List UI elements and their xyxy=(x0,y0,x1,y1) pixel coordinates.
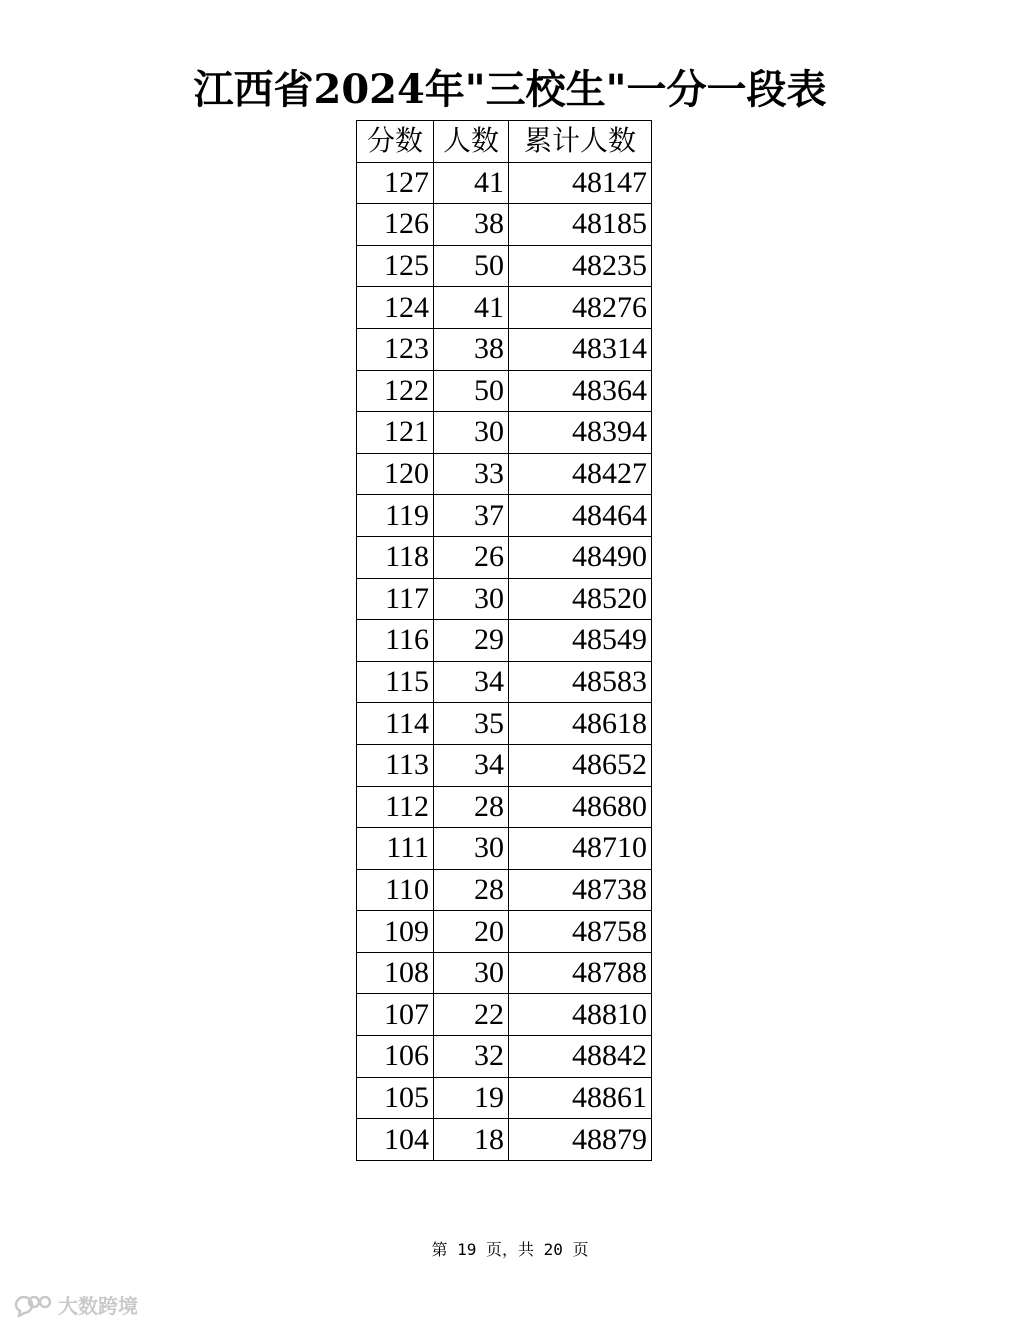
cell-count: 18 xyxy=(434,1119,509,1161)
table-row xyxy=(357,703,652,745)
table-row xyxy=(357,1036,652,1078)
cell-cumulative: 48464 xyxy=(509,495,652,537)
cell-count: 30 xyxy=(434,578,509,620)
cell-count: 37 xyxy=(434,495,509,537)
table-row xyxy=(357,578,652,620)
table-row xyxy=(357,204,652,246)
cell-score: 121 xyxy=(357,412,434,454)
cell-score: 110 xyxy=(357,869,434,911)
cell-score: 105 xyxy=(357,1077,434,1119)
cell-count: 28 xyxy=(434,786,509,828)
cell-score: 119 xyxy=(357,495,434,537)
cell-count: 30 xyxy=(434,952,509,994)
cell-score: 108 xyxy=(357,952,434,994)
cell-count: 19 xyxy=(434,1077,509,1119)
table-row xyxy=(357,952,652,994)
table-row xyxy=(357,453,652,495)
cell-cumulative: 48738 xyxy=(509,869,652,911)
cell-score: 122 xyxy=(357,370,434,412)
table-header-row xyxy=(357,121,652,163)
cell-cumulative: 48758 xyxy=(509,911,652,953)
cell-count: 34 xyxy=(434,661,509,703)
cell-score: 115 xyxy=(357,661,434,703)
page-footer: 第 19 页，共 20 页 xyxy=(431,1240,589,1259)
cell-score: 111 xyxy=(357,828,434,870)
cell-count: 22 xyxy=(434,994,509,1036)
cell-score: 114 xyxy=(357,703,434,745)
cell-count: 33 xyxy=(434,453,509,495)
cell-score: 126 xyxy=(357,204,434,246)
cell-cumulative: 48520 xyxy=(509,578,652,620)
cell-cumulative: 48427 xyxy=(509,453,652,495)
cell-count: 38 xyxy=(434,204,509,246)
cell-score: 112 xyxy=(357,786,434,828)
cell-count: 28 xyxy=(434,869,509,911)
cell-score: 107 xyxy=(357,994,434,1036)
table-row xyxy=(357,869,652,911)
cell-count: 20 xyxy=(434,911,509,953)
table-row xyxy=(357,495,652,537)
watermark xyxy=(12,1290,138,1319)
cell-score: 117 xyxy=(357,578,434,620)
table-row xyxy=(357,661,652,703)
cell-cumulative: 48680 xyxy=(509,786,652,828)
table-row xyxy=(357,245,652,287)
cell-cumulative: 48147 xyxy=(509,162,652,204)
chat-bubble-logo-icon xyxy=(12,1293,52,1317)
cell-score: 124 xyxy=(357,287,434,329)
table-row xyxy=(357,412,652,454)
cell-cumulative: 48364 xyxy=(509,370,652,412)
cell-count: 30 xyxy=(434,828,509,870)
cell-count: 41 xyxy=(434,162,509,204)
cell-count: 29 xyxy=(434,620,509,662)
cell-cumulative: 48652 xyxy=(509,744,652,786)
cell-cumulative: 48394 xyxy=(509,412,652,454)
table-row xyxy=(357,370,652,412)
table-body xyxy=(357,162,652,1160)
header-score: 分数 xyxy=(357,121,434,163)
cell-score: 109 xyxy=(357,911,434,953)
cell-count: 41 xyxy=(434,287,509,329)
cell-count: 35 xyxy=(434,703,509,745)
cell-score: 123 xyxy=(357,328,434,370)
cell-cumulative: 48842 xyxy=(509,1036,652,1078)
table-row xyxy=(357,911,652,953)
cell-cumulative: 48861 xyxy=(509,1077,652,1119)
cell-cumulative: 48185 xyxy=(509,204,652,246)
cell-score: 125 xyxy=(357,245,434,287)
cell-count: 34 xyxy=(434,744,509,786)
cell-count: 30 xyxy=(434,412,509,454)
table-row xyxy=(357,328,652,370)
table-row xyxy=(357,287,652,329)
cell-score: 104 xyxy=(357,1119,434,1161)
cell-cumulative: 48490 xyxy=(509,536,652,578)
table-row xyxy=(357,620,652,662)
cell-count: 50 xyxy=(434,245,509,287)
cell-cumulative: 48710 xyxy=(509,828,652,870)
cell-cumulative: 48618 xyxy=(509,703,652,745)
cell-score: 118 xyxy=(357,536,434,578)
header-cumulative: 累计人数 xyxy=(509,121,652,163)
cell-count: 32 xyxy=(434,1036,509,1078)
table-row xyxy=(357,786,652,828)
page-title: 江西省2024年"三校生"一分一段表 xyxy=(193,66,827,113)
table-row xyxy=(357,162,652,204)
cell-cumulative: 48810 xyxy=(509,994,652,1036)
cell-cumulative: 48235 xyxy=(509,245,652,287)
watermark-text: 大数跨境 xyxy=(58,1294,138,1318)
header-count: 人数 xyxy=(434,121,509,163)
cell-count: 26 xyxy=(434,536,509,578)
table-row xyxy=(357,828,652,870)
cell-cumulative: 48276 xyxy=(509,287,652,329)
cell-score: 106 xyxy=(357,1036,434,1078)
table-row xyxy=(357,994,652,1036)
cell-score: 113 xyxy=(357,744,434,786)
score-table xyxy=(356,120,652,1161)
cell-cumulative: 48788 xyxy=(509,952,652,994)
table-row xyxy=(357,1077,652,1119)
cell-count: 38 xyxy=(434,328,509,370)
cell-cumulative: 48879 xyxy=(509,1119,652,1161)
table-row xyxy=(357,1119,652,1161)
table-row xyxy=(357,536,652,578)
cell-score: 120 xyxy=(357,453,434,495)
table-row xyxy=(357,744,652,786)
cell-count: 50 xyxy=(434,370,509,412)
cell-cumulative: 48549 xyxy=(509,620,652,662)
cell-cumulative: 48314 xyxy=(509,328,652,370)
cell-score: 116 xyxy=(357,620,434,662)
cell-score: 127 xyxy=(357,162,434,204)
cell-cumulative: 48583 xyxy=(509,661,652,703)
